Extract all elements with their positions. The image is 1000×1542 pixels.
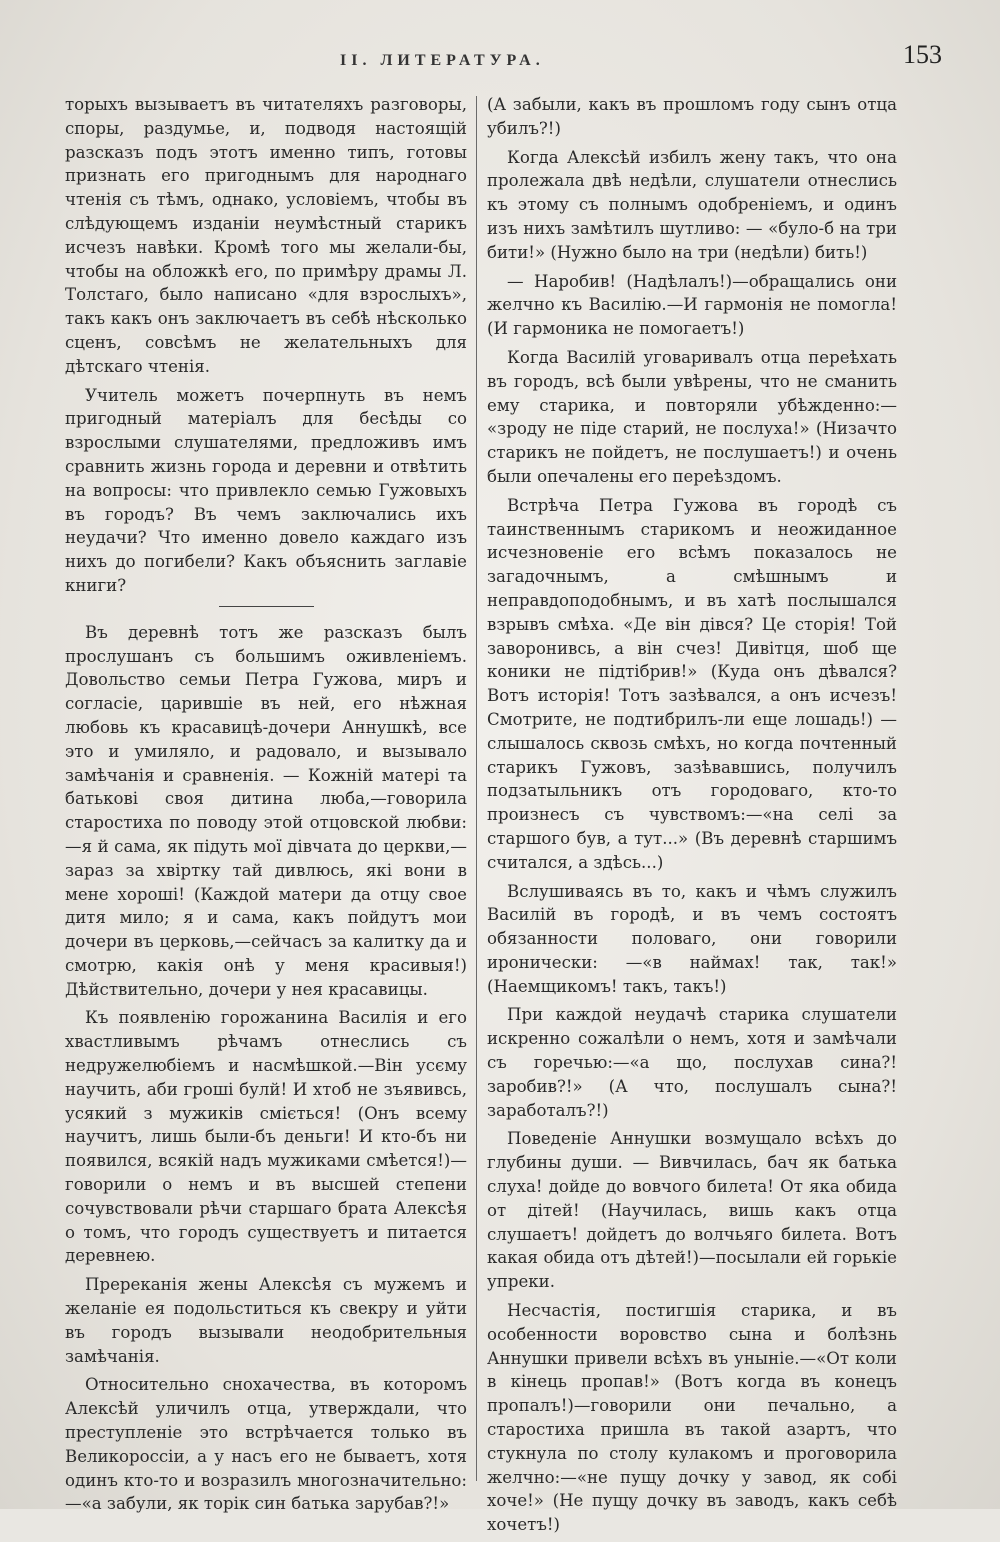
paragraph: Пререканія жены Алексѣя съ мужемъ и желаніе ея подольститься къ свекру и уйти въ городъ вызывали неодобрительныя замѣчанія. <box>65 1275 467 1366</box>
column-divider <box>476 96 477 1481</box>
paragraph: Когда Алексѣй избилъ жену такъ, что она пролежала двѣ недѣли, слушатели отнеслись къ этому съ полнымъ одобреніемъ, и одинъ изъ нихъ замѣтилъ шутливо: — «було-б на три бити!» (Нужно было на три (недѣли) бить!) <box>487 147 897 262</box>
paragraph: торыхъ вызываетъ въ читателяхъ разговоры, споры, раздумье, и, подводя настоящій разсказъ подъ этотъ именно типъ, готовы признать его пригоднымъ для народнаго чтенія съ тѣмъ, однако, условіемъ, чтобы въ слѣдующемъ изданіи неумѣстный старикъ исчезъ навѣки. Кромѣ того мы желали-бы, чтобы на обложкѣ его, по примѣру драмы Л. Толстаго, было написано «для взрослыхъ», такъ какъ онъ заключаетъ въ себѣ нѣсколько сценъ, совсѣмъ не желательныхъ для дѣтскаго чтенія. <box>65 95 467 376</box>
running-title: II. ЛИТЕРАТУРА. <box>340 52 545 69</box>
paragraph: Вслушиваясь въ то, какъ и чѣмъ служилъ Василій въ городѣ, и въ чемъ состоятъ обязанности половаго, они говорили иронически: —«в наймах! так, так!» (Наемщикомъ! такъ, такъ!) <box>487 881 897 996</box>
paragraph: Поведеніе Аннушки возмущало всѣхъ до глубины души. — Вивчилась, бач як батька слуха! дойде до вовчого билета! От яка обида от дітей! (Научилась, вишь какъ отца слушаетъ! дойдетъ до волчьяго билета. Вотъ какая обида отъ дѣтей!)—посылали ей горькіе упреки. <box>487 1129 897 1292</box>
left-column <box>65 93 467 1521</box>
paragraph: Несчастія, постигшія старика, и въ особенности воровство сына и болѣзнь Аннушки привели всѣхъ въ уныніе.—«От коли в кінець пропав!» (Вотъ когда въ конецъ пропалъ!)—говорили они печально, а старостиха пришла въ такой азартъ, что стукнула по столу кулакомъ и проговорила желчно:—«не пущу дочку у завод, як собі хоче!» (Не пущу дочку въ заводъ, какъ себѣ хочетъ!) <box>487 1301 897 1535</box>
paragraph: Учитель можетъ почерпнуть въ немъ пригодный матеріалъ для бесѣды со взрослыми слушателями, предложивъ имъ сравнить жизнь города и деревни и отвѣтить на вопросы: что привлекло семью Гужовыхъ въ городъ? Въ чемъ заключались ихъ неудачи? Что именно довело каждаго изъ нихъ до погибели? Какъ объяснить заглавіе книги? <box>65 385 467 595</box>
page-number: 153 <box>903 40 942 69</box>
paragraph: Когда Василій уговаривалъ отца переѣхать въ городъ, всѣ были увѣрены, что не сманить ему старика, и повторяли убѣжденно:— «зроду не піде старий, не послуха!» (Низачто старикъ не пойдетъ, не послушаетъ!) и очень были опечалены его переѣздомъ. <box>487 347 897 486</box>
paragraph: Къ появленію горожанина Василія и его хвастливымъ рѣчамъ отнеслись съ недружелюбіемъ и насмѣшкой.—Він усєму научить, аби гроші булй! И хтоб не зъявивсь, усякий з мужиків сміється! (Онъ всему научитъ, лишь были-бъ деньги! И кто-бъ ни появился, всякій надъ мужиками смѣется!)—говорили о немъ и въ высшей степени сочувствовали рѣчи старшаго брата Алексѣя о томъ, что городъ существуетъ и питается деревнею. <box>65 1008 467 1266</box>
paragraph: Встрѣча Петра Гужова въ городѣ съ таинственнымъ старикомъ и неожиданное исчезновеніе его всѣмъ показалось не загадочнымъ, а смѣшнымъ и неправдоподобнымъ, и въ хатѣ послышался взрывъ смѣха. «Де він дівся? Це сторія! Той заворонивсь, а він счез! Дивітця, шоб ще коники не підтібрив!» (Куда онъ дѣвался? Вотъ исторія! Тотъ зазѣвался, а онъ исчезъ! Смотрите, не подтибрилъ-ли еще лошадь!) — слышалось сквозь смѣхъ, но когда почтенный старикъ Гужовъ, зазѣвавшись, получилъ подзатыльникъ отъ городоваго, кто-то произнесъ съ чувствомъ:—«на селі за старшого був, а тут...» (Въ деревнѣ старшимъ считался, а здѣсь...) <box>487 495 897 872</box>
paragraph: (А забыли, какъ въ прошломъ году сынъ отца убилъ?!) <box>487 95 897 138</box>
paragraph: Въ деревнѣ тотъ же разсказъ былъ прослушанъ съ большимъ оживленіемъ. Довольство семьи Петра Гужова, миръ и согласіе, царившіе въ ней, его нѣжная любовь къ красавицѣ-дочери Аннушкѣ, все это и умиляло, и радовало, и вызывало замѣчанія и сравненія. — Кожній матері та батькові своя дитина люба,—говорила старостиха по поводу этой отцовской любви:—я й сама, як підуть мої дівчата до церкви,—зараз за хвіртку тай дивлюсь, які вони в мене хороші! (Каждой матери да отцу свое дитя мило; я и сама, какъ пойдутъ мои дочери въ церковь,—сейчасъ за калитку да и смотрю, какія онѣ у меня красивыя!) Дѣйствительно, дочери у нея красавицы. <box>65 622 467 999</box>
right-column <box>487 93 897 1542</box>
paragraph: При каждой неудачѣ старика слушатели искренно сожалѣли о немъ, хотя и замѣчали съ горечью:—«а що, послухав сина?! заробив?!» (А что, послушалъ сына?! заработалъ?!) <box>487 1005 897 1120</box>
paragraph: — Наробив! (Надѣлалъ!)—обращались они желчно къ Василію.—И гармонія не помогла! (И гармоника не помогаетъ!) <box>487 271 897 339</box>
paragraph: Относительно снохачества, въ которомъ Алексѣй уличилъ отца, утверждали, что преступленіе это встрѣчается только въ Великороссіи, а у насъ его не бываетъ, хотя одинъ кто-то и возразилъ многозначительно: —«а забули, як торік син батька зарубав?!» <box>65 1375 467 1514</box>
section-divider <box>219 606 314 607</box>
page-header <box>0 40 1000 80</box>
